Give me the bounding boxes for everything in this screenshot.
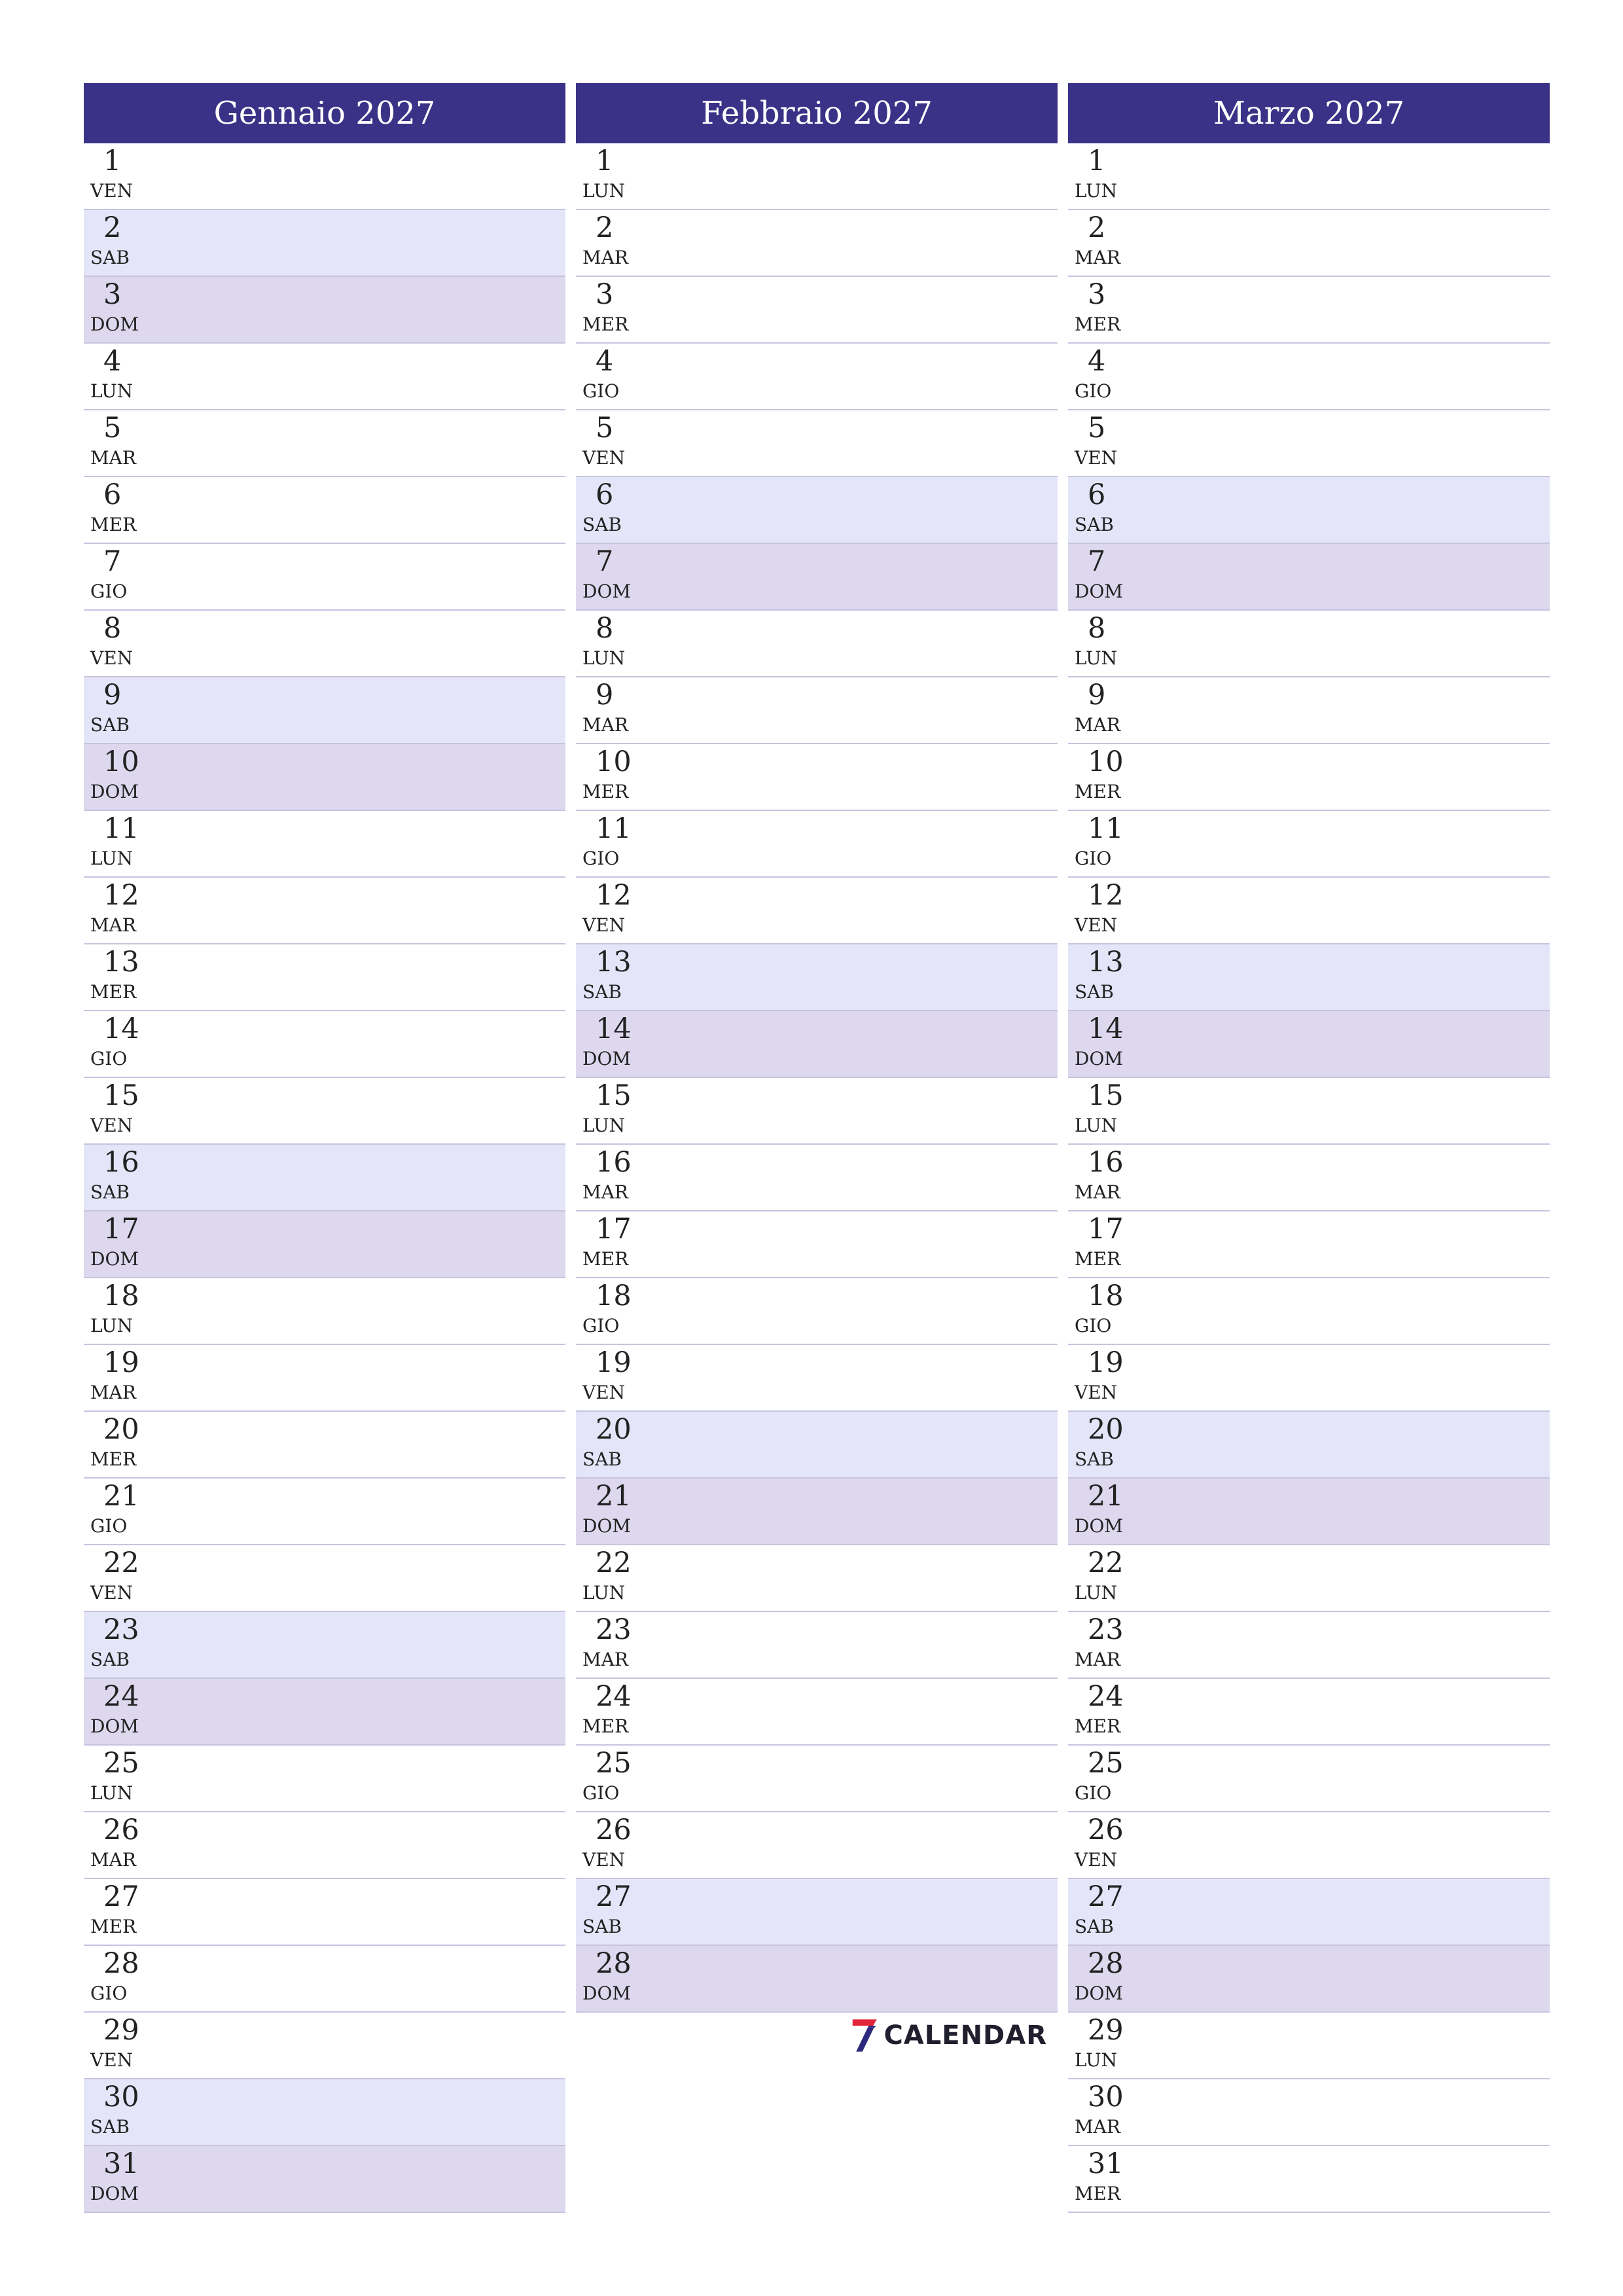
day-number: 30 <box>1088 2081 1124 2113</box>
day-row <box>576 878 1058 944</box>
logo-text: CALENDAR <box>883 2020 1047 2051</box>
day-row <box>576 1545 1058 1612</box>
day-number: 2 <box>596 211 614 244</box>
day-number: 8 <box>596 612 614 645</box>
weekday-label: VEN <box>582 914 626 936</box>
weekday-label: DOM <box>90 2183 139 2204</box>
day-number: 19 <box>1088 1346 1124 1379</box>
day-row <box>576 344 1058 410</box>
weekday-label: GIO <box>1075 1315 1112 1336</box>
month-header: Febbraio 2027 <box>576 83 1058 143</box>
day-number: 17 <box>1088 1213 1124 1246</box>
weekday-label: MER <box>582 781 629 802</box>
day-number: 25 <box>103 1747 139 1780</box>
weekday-label: LUN <box>1075 180 1118 202</box>
day-number: 13 <box>596 946 632 978</box>
day-number: 28 <box>103 1947 139 1980</box>
day-row <box>576 544 1058 611</box>
day-number: 11 <box>1088 812 1124 845</box>
day-row <box>1068 744 1550 811</box>
weekday-label: LUN <box>1075 647 1118 669</box>
day-row <box>576 1746 1058 1812</box>
day-number: 11 <box>596 812 632 845</box>
day-number: 2 <box>103 211 122 244</box>
weekday-label: SAB <box>1075 1448 1114 1470</box>
day-number: 14 <box>1088 1013 1124 1045</box>
day-row <box>84 1145 565 1211</box>
day-number: 2 <box>1088 211 1106 244</box>
day-number: 12 <box>596 879 632 912</box>
weekday-label: MER <box>90 514 137 535</box>
day-number: 28 <box>596 1947 632 1980</box>
day-number: 19 <box>103 1346 139 1379</box>
weekday-label: MER <box>582 314 629 335</box>
weekday-label: MAR <box>90 914 136 936</box>
day-number: 1 <box>103 145 122 177</box>
weekday-label: GIO <box>1075 380 1112 402</box>
weekday-label: DOM <box>582 581 632 602</box>
weekday-label: SAB <box>582 514 622 535</box>
day-row <box>84 1011 565 1078</box>
day-row <box>1068 1078 1550 1145</box>
day-row <box>576 744 1058 811</box>
day-row <box>1068 1278 1550 1345</box>
day-row <box>576 1145 1058 1211</box>
day-number: 8 <box>103 612 122 645</box>
day-number: 10 <box>1088 745 1124 778</box>
day-row <box>576 1479 1058 1545</box>
month-column-january <box>84 83 565 2213</box>
day-number: 22 <box>103 1547 139 1579</box>
weekday-label: GIO <box>582 380 620 402</box>
day-number: 6 <box>1088 478 1106 511</box>
day-number: 1 <box>596 145 614 177</box>
weekday-label: SAB <box>582 1916 622 1937</box>
day-number: 12 <box>1088 879 1124 912</box>
weekday-label: MAR <box>1075 1181 1120 1203</box>
day-row <box>1068 143 1550 210</box>
day-row <box>84 143 565 210</box>
day-row <box>1068 344 1550 410</box>
day-row <box>576 410 1058 477</box>
day-number: 5 <box>103 412 122 444</box>
day-row <box>84 1545 565 1612</box>
day-list <box>1068 143 1550 2213</box>
day-row <box>84 611 565 677</box>
day-row <box>84 344 565 410</box>
day-row <box>576 677 1058 744</box>
day-number: 24 <box>596 1680 632 1713</box>
day-row <box>576 210 1058 277</box>
weekday-label: LUN <box>582 1115 626 1136</box>
day-row <box>1068 811 1550 878</box>
day-row <box>1068 1946 1550 2013</box>
day-number: 15 <box>596 1079 632 1112</box>
weekday-label: SAB <box>90 714 130 736</box>
day-row <box>1068 2013 1550 2079</box>
day-number: 1 <box>1088 145 1106 177</box>
day-row <box>576 1345 1058 1412</box>
day-number: 6 <box>103 478 122 511</box>
day-number: 30 <box>103 2081 139 2113</box>
day-number: 29 <box>103 2014 139 2047</box>
day-number: 25 <box>596 1747 632 1780</box>
weekday-label: VEN <box>582 1849 626 1871</box>
day-number: 25 <box>1088 1747 1124 1780</box>
day-row <box>576 1011 1058 1078</box>
month-header: Marzo 2027 <box>1068 83 1550 143</box>
weekday-label: SAB <box>90 2116 130 2138</box>
day-row <box>576 1278 1058 1345</box>
weekday-label: GIO <box>582 1782 620 1804</box>
day-number: 4 <box>596 345 614 378</box>
day-number: 17 <box>596 1213 632 1246</box>
day-number: 16 <box>103 1146 139 1179</box>
day-number: 10 <box>103 745 139 778</box>
day-row <box>84 1078 565 1145</box>
weekday-label: MER <box>90 1448 137 1470</box>
day-row <box>576 611 1058 677</box>
day-number: 29 <box>1088 2014 1124 2047</box>
weekday-label: MAR <box>90 1849 136 1871</box>
month-header: Gennaio 2027 <box>84 83 565 143</box>
day-number: 21 <box>596 1480 632 1513</box>
day-row <box>576 1612 1058 1679</box>
day-list <box>576 143 1058 2013</box>
day-number: 23 <box>103 1613 139 1646</box>
day-row <box>1068 1545 1550 1612</box>
weekday-label: MAR <box>1075 2116 1120 2138</box>
day-number: 18 <box>596 1280 632 1312</box>
day-row <box>576 1078 1058 1145</box>
day-number: 4 <box>1088 345 1106 378</box>
weekday-label: LUN <box>90 380 134 402</box>
day-row <box>84 1879 565 1946</box>
month-column-march <box>1068 83 1550 2213</box>
weekday-label: VEN <box>90 1582 134 1604</box>
day-row <box>84 944 565 1011</box>
weekday-label: MER <box>90 1916 137 1937</box>
day-number: 27 <box>596 1880 632 1913</box>
day-number: 16 <box>1088 1146 1124 1179</box>
weekday-label: LUN <box>582 647 626 669</box>
day-row <box>1068 544 1550 611</box>
day-number: 26 <box>103 1814 139 1846</box>
day-number: 20 <box>596 1413 632 1446</box>
weekday-label: DOM <box>90 1248 139 1270</box>
weekday-label: VEN <box>90 647 134 669</box>
day-row <box>1068 477 1550 544</box>
day-row <box>576 1211 1058 1278</box>
weekday-label: GIO <box>90 1048 128 1069</box>
weekday-label: VEN <box>90 1115 134 1136</box>
weekday-label: VEN <box>582 1382 626 1403</box>
seven-logo-icon <box>851 2009 878 2062</box>
day-number: 8 <box>1088 612 1106 645</box>
weekday-label: MAR <box>582 1181 628 1203</box>
month-column-february <box>576 83 1058 2013</box>
weekday-label: LUN <box>90 1315 134 1336</box>
weekday-label: DOM <box>1075 1515 1124 1537</box>
weekday-label: GIO <box>1075 1782 1112 1804</box>
day-row <box>1068 611 1550 677</box>
day-number: 3 <box>1088 278 1106 311</box>
day-row <box>1068 1879 1550 1946</box>
day-number: 15 <box>103 1079 139 1112</box>
day-row <box>84 1612 565 1679</box>
day-number: 28 <box>1088 1947 1124 1980</box>
day-row <box>84 811 565 878</box>
day-row <box>84 1412 565 1479</box>
day-row <box>1068 944 1550 1011</box>
day-row <box>1068 1145 1550 1211</box>
day-number: 7 <box>103 545 122 578</box>
weekday-label: LUN <box>1075 1582 1118 1604</box>
day-row <box>576 944 1058 1011</box>
weekday-label: SAB <box>1075 514 1114 535</box>
day-number: 3 <box>596 278 614 311</box>
day-row <box>84 477 565 544</box>
day-number: 24 <box>1088 1680 1124 1713</box>
weekday-label: DOM <box>1075 1982 1124 2004</box>
day-row <box>576 1812 1058 1879</box>
weekday-label: MER <box>1075 314 1121 335</box>
weekday-label: LUN <box>582 180 626 202</box>
weekday-label: MER <box>1075 2183 1121 2204</box>
weekday-label: MER <box>90 981 137 1003</box>
day-row <box>1068 1812 1550 1879</box>
day-row <box>84 1679 565 1746</box>
weekday-label: LUN <box>90 1782 134 1804</box>
weekday-label: VEN <box>1075 1382 1118 1403</box>
day-row <box>1068 1479 1550 1545</box>
day-number: 4 <box>103 345 122 378</box>
day-number: 22 <box>1088 1547 1124 1579</box>
weekday-label: MAR <box>582 714 628 736</box>
day-row <box>576 143 1058 210</box>
day-number: 5 <box>596 412 614 444</box>
weekday-label: SAB <box>90 1181 130 1203</box>
weekday-label: DOM <box>1075 1048 1124 1069</box>
day-row <box>1068 277 1550 344</box>
day-number: 20 <box>103 1413 139 1446</box>
day-row <box>84 1946 565 2013</box>
day-number: 20 <box>1088 1413 1124 1446</box>
weekday-label: DOM <box>90 314 139 335</box>
day-row <box>576 477 1058 544</box>
weekday-label: MAR <box>1075 714 1120 736</box>
day-row <box>1068 1345 1550 1412</box>
day-number: 31 <box>103 2147 139 2180</box>
day-number: 12 <box>103 879 139 912</box>
weekday-label: DOM <box>1075 581 1124 602</box>
weekday-label: VEN <box>90 180 134 202</box>
day-number: 24 <box>103 1680 139 1713</box>
day-number: 15 <box>1088 1079 1124 1112</box>
day-row <box>576 1879 1058 1946</box>
day-row <box>576 811 1058 878</box>
day-row <box>576 1946 1058 2013</box>
day-list <box>84 143 565 2213</box>
day-row <box>84 1211 565 1278</box>
weekday-label: DOM <box>90 781 139 802</box>
day-row <box>84 210 565 277</box>
weekday-label: VEN <box>90 2049 134 2071</box>
day-row <box>84 1479 565 1545</box>
day-row <box>1068 1211 1550 1278</box>
weekday-label: GIO <box>1075 848 1112 869</box>
day-number: 26 <box>596 1814 632 1846</box>
day-row <box>1068 1679 1550 1746</box>
weekday-label: SAB <box>1075 1916 1114 1937</box>
day-row <box>1068 1412 1550 1479</box>
day-number: 7 <box>1088 545 1106 578</box>
weekday-label: MER <box>582 1715 629 1737</box>
day-row <box>1068 1612 1550 1679</box>
weekday-label: MAR <box>582 1649 628 1670</box>
weekday-label: MAR <box>90 1382 136 1403</box>
day-number: 14 <box>596 1013 632 1045</box>
weekday-label: VEN <box>1075 1849 1118 1871</box>
weekday-label: DOM <box>582 1048 632 1069</box>
weekday-label: LUN <box>1075 1115 1118 1136</box>
day-row <box>1068 2146 1550 2213</box>
weekday-label: VEN <box>582 447 626 469</box>
day-row <box>84 1746 565 1812</box>
weekday-label: LUN <box>1075 2049 1118 2071</box>
weekday-label: MAR <box>1075 1649 1120 1670</box>
day-number: 17 <box>103 1213 139 1246</box>
day-number: 21 <box>1088 1480 1124 1513</box>
weekday-label: GIO <box>582 848 620 869</box>
day-number: 23 <box>596 1613 632 1646</box>
weekday-label: DOM <box>582 1515 632 1537</box>
day-number: 13 <box>103 946 139 978</box>
weekday-label: SAB <box>582 1448 622 1470</box>
day-number: 11 <box>103 812 139 845</box>
day-number: 16 <box>596 1146 632 1179</box>
weekday-label: GIO <box>90 1982 128 2004</box>
weekday-label: MAR <box>582 247 628 268</box>
day-row <box>84 2013 565 2079</box>
day-row <box>84 2146 565 2213</box>
day-number: 6 <box>596 478 614 511</box>
day-number: 3 <box>103 278 122 311</box>
brand-logo <box>851 2009 1047 2062</box>
weekday-label: MER <box>1075 781 1121 802</box>
day-row <box>84 1278 565 1345</box>
day-row <box>84 2079 565 2146</box>
weekday-label: MAR <box>90 447 136 469</box>
weekday-label: DOM <box>582 1982 632 2004</box>
weekday-label: GIO <box>90 1515 128 1537</box>
day-row <box>1068 878 1550 944</box>
day-row <box>84 744 565 811</box>
day-number: 9 <box>103 679 122 711</box>
weekday-label: VEN <box>1075 447 1118 469</box>
weekday-label: MAR <box>1075 247 1120 268</box>
day-row <box>84 277 565 344</box>
weekday-label: LUN <box>582 1582 626 1604</box>
months-container <box>84 83 1548 2204</box>
weekday-label: VEN <box>1075 914 1118 936</box>
weekday-label: GIO <box>582 1315 620 1336</box>
day-number: 5 <box>1088 412 1106 444</box>
weekday-label: DOM <box>90 1715 139 1737</box>
day-number: 10 <box>596 745 632 778</box>
weekday-label: SAB <box>90 247 130 268</box>
weekday-label: LUN <box>90 848 134 869</box>
day-number: 27 <box>103 1880 139 1913</box>
day-number: 21 <box>103 1480 139 1513</box>
weekday-label: SAB <box>1075 981 1114 1003</box>
day-row <box>1068 1011 1550 1078</box>
day-number: 9 <box>596 679 614 711</box>
day-number: 26 <box>1088 1814 1124 1846</box>
day-number: 27 <box>1088 1880 1124 1913</box>
day-number: 23 <box>1088 1613 1124 1646</box>
day-row <box>84 1345 565 1412</box>
day-number: 18 <box>103 1280 139 1312</box>
day-row <box>84 1812 565 1879</box>
day-row <box>84 878 565 944</box>
weekday-label: SAB <box>582 981 622 1003</box>
weekday-label: SAB <box>90 1649 130 1670</box>
day-row <box>576 1679 1058 1746</box>
day-row <box>84 410 565 477</box>
day-number: 19 <box>596 1346 632 1379</box>
day-number: 31 <box>1088 2147 1124 2180</box>
day-row <box>84 677 565 744</box>
weekday-label: MER <box>582 1248 629 1270</box>
day-number: 22 <box>596 1547 632 1579</box>
weekday-label: MER <box>1075 1715 1121 1737</box>
day-number: 18 <box>1088 1280 1124 1312</box>
day-row <box>1068 1746 1550 1812</box>
weekday-label: GIO <box>90 581 128 602</box>
day-row <box>84 544 565 611</box>
day-row <box>576 277 1058 344</box>
day-row <box>1068 210 1550 277</box>
day-row <box>1068 410 1550 477</box>
weekday-label: MER <box>1075 1248 1121 1270</box>
day-number: 7 <box>596 545 614 578</box>
day-number: 13 <box>1088 946 1124 978</box>
day-row <box>1068 677 1550 744</box>
day-row <box>576 1412 1058 1479</box>
day-row <box>1068 2079 1550 2146</box>
day-number: 14 <box>103 1013 139 1045</box>
day-number: 9 <box>1088 679 1106 711</box>
